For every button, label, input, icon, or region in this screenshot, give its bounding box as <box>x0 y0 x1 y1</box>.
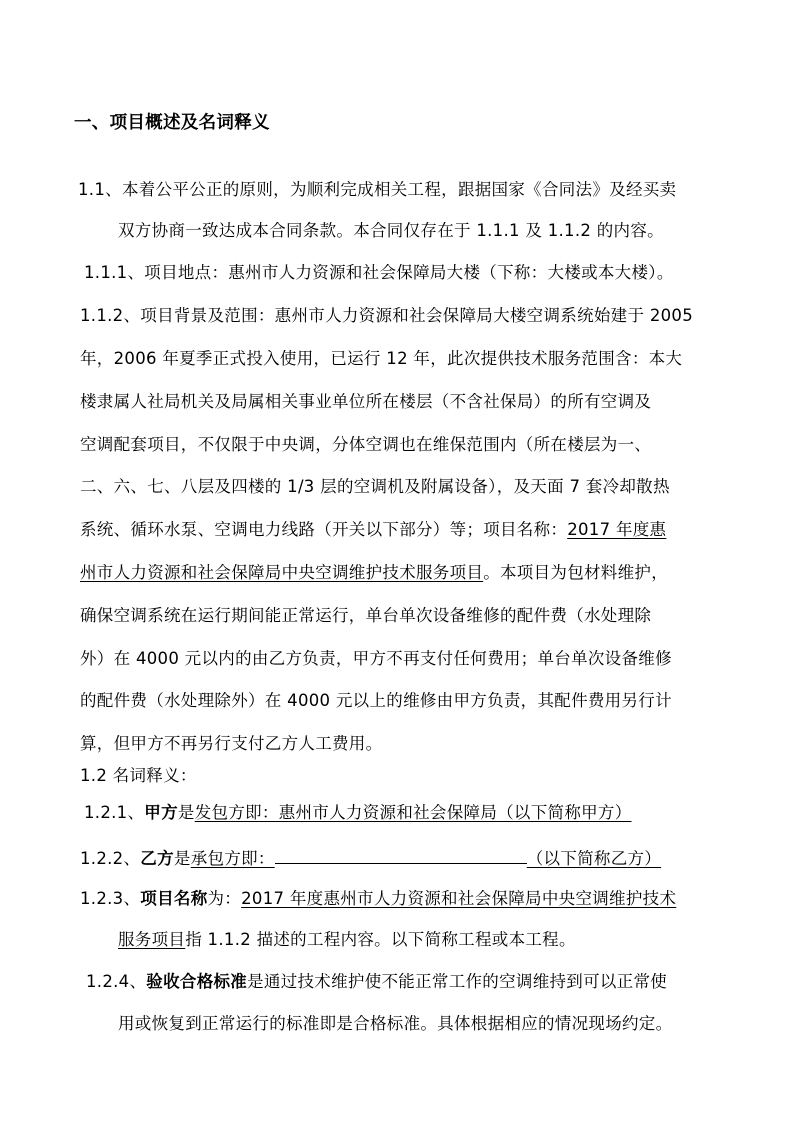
term-party-a: 甲方 <box>144 803 178 822</box>
clause-1-1-2-line-6-text: 系统、循环水泵、空调电力线路（开关以下部分）等；项目名称： <box>80 520 568 539</box>
term-project-name: 项目名称 <box>140 889 208 908</box>
project-name-underlined-part-2: 州市人力资源和社会保障局中央空调维护技术服务项目 <box>80 563 484 582</box>
clause-1-2-3-line-2 <box>118 929 576 951</box>
clause-1-2-4-number: 1.2.4、 <box>86 972 147 991</box>
clause-1-1-line-1: 1.1、本着公平公正的原则，为顺利完成相关工程，跟据国家《合同法》及经买卖 <box>78 180 677 199</box>
clause-1-1-2-line-9: 外）在 4000 元以内的由乙方负责，甲方不再支付任何费用；单台单次设备维修 <box>80 649 672 668</box>
clause-1-1-2-line-5: 二、六、七、八层及四楼的 1/3 层的空调机及附属设备），及天面 7 套冷却散热 <box>80 477 670 496</box>
clause-1-2-1-number: 1.2.1、 <box>84 803 145 822</box>
party-b-name-blank <box>275 845 527 864</box>
clause-1-2-heading: 1.2 名词释义： <box>80 766 197 785</box>
clause-1-1-2-line-11: 算，但甲方不再另行支付乙方人工费用。 <box>80 734 383 753</box>
clause-1-2-4-line-1-text: 是通过技术维护使不能正常工作的空调维持到可以正常使 <box>247 972 668 991</box>
clause-1-2-3-number: 1.2.3、 <box>80 889 141 908</box>
clause-1-1-2-line-10: 的配件费（水处理除外）在 4000 元以上的维修由甲方负责，其配件费用另行计 <box>80 691 672 710</box>
project-name-underlined-part-1: 2017 年度惠 <box>567 520 667 539</box>
clause-1-2-3-connector: 为： <box>207 889 242 908</box>
clause-1-1-2-line-8: 确保空调系统在运行期间能正常运行，单台单次设备维修的配件费（水处理除 <box>80 606 652 625</box>
clause-1-2-4-line-2: 用或恢复到正常运行的标准即是合格标准。具体根据相应的情况现场约定。 <box>118 1014 673 1033</box>
party-b-definition-end: （以下简称乙方） <box>526 849 662 868</box>
clause-1-1-2-line-2: 年，2006 年夏季正式投入使用，已运行 12 年，此次提供技术服务范围含：本大 <box>80 349 683 368</box>
clause-1-2-2-connector: 是 <box>173 849 191 868</box>
clause-1-1-line-2: 双方协商一致达成本合同条款。本合同仅存在于 1.1.1 及 1.1.2 的内容。 <box>118 221 664 240</box>
term-party-b: 乙方 <box>140 849 174 868</box>
clause-1-1-2-line-3: 楼隶属人社局机关及局属相关事业单位所在楼层（不含社保局）的所有空调及 <box>80 392 652 411</box>
party-b-definition-start: 承包方即： <box>190 849 275 868</box>
clause-1-1-2-line-7 <box>80 562 668 584</box>
clause-1-1-2-line-7-text: 。本项目为包材料维护， <box>483 563 669 582</box>
party-a-definition: 发包方即：惠州市人力资源和社会保障局（以下简称甲方） <box>194 803 632 822</box>
clause-1-2-3-line-2-text: 指 1.1.2 描述的工程内容。以下简称工程或本工程。 <box>185 930 576 949</box>
clause-1-1-2-line-6 <box>80 519 666 541</box>
clause-1-2-4-line-1 <box>86 971 667 993</box>
clause-1-1-2-line-4: 空调配套项目，不仅限于中央调，分体空调也在维保范围内（所在楼层为一、 <box>80 435 652 454</box>
clause-1-2-1 <box>84 802 632 824</box>
term-acceptance-standard: 验收合格标准 <box>146 972 248 991</box>
project-name-definition-part-1: 2017 年度惠州市人力资源和社会保障局中央空调维护技术 <box>241 889 677 908</box>
clause-1-1-1: 1.1.1、项目地点：惠州市人力资源和社会保障局大楼（下称：大楼或本大楼）。 <box>84 263 674 282</box>
clause-1-2-2-number: 1.2.2、 <box>80 849 141 868</box>
section-heading: 一、项目概述及名词释义 <box>74 113 270 133</box>
clause-1-2-3-line-1 <box>80 888 676 910</box>
clause-1-2-2 <box>80 845 661 870</box>
clause-1-1-2-line-1: 1.1.2、项目背景及范围：惠州市人力资源和社会保障局大楼空调系统始建于 2005 <box>80 306 694 325</box>
clause-1-2-1-connector: 是 <box>177 803 195 822</box>
project-name-definition-part-2: 服务项目 <box>118 930 186 949</box>
